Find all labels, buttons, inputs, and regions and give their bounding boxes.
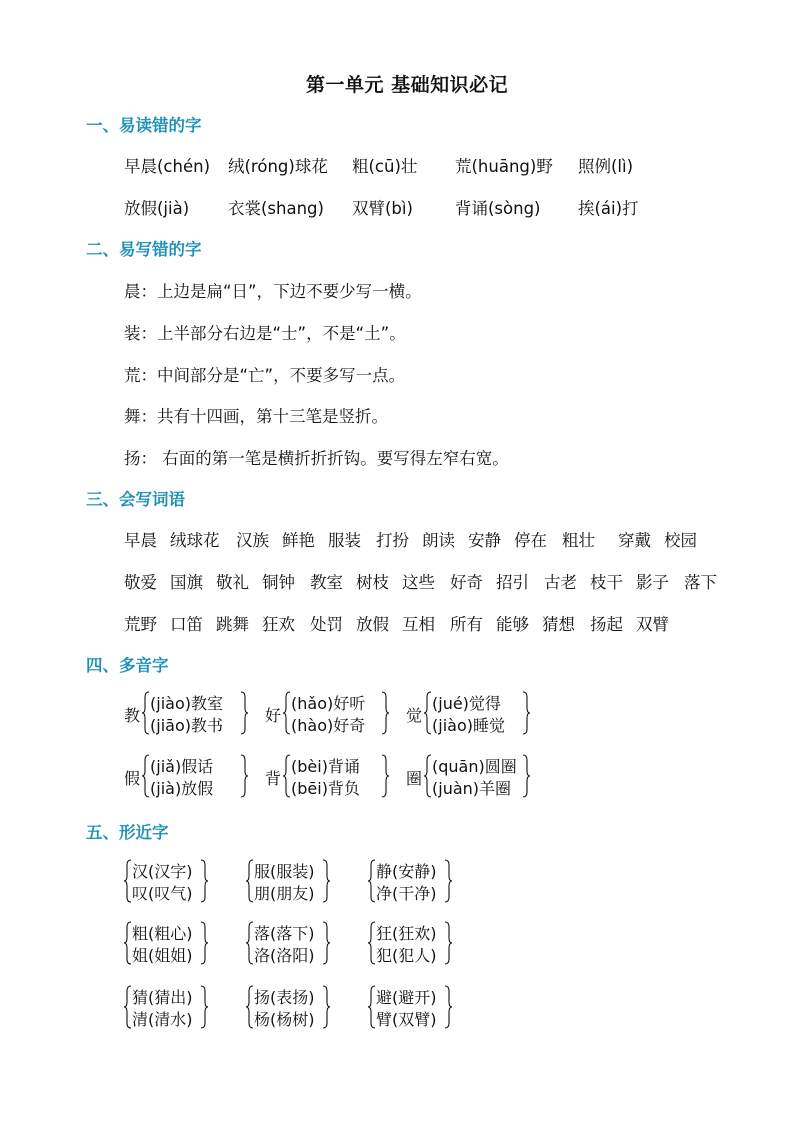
vocab-word: 口笛 — [170, 615, 203, 634]
polyphone-reading: (quān)圆圈 — [432, 757, 517, 776]
right-brace-icon — [522, 754, 528, 798]
polyphone-char: 教 — [124, 706, 141, 725]
list-item: 荒：中间部分是“亡”，不要多写一点。 — [124, 366, 406, 385]
left-brace-icon — [283, 691, 289, 735]
vocab-word: 招引 — [496, 573, 529, 592]
polyphone-reading: (jiào)教室 — [150, 694, 223, 713]
right-brace-icon — [522, 691, 528, 735]
similar-char-word: 姐(姐姐) — [132, 946, 193, 965]
polyphone-reading: (jiāo)教书 — [150, 716, 223, 735]
vocab-word: 双臂 — [636, 615, 669, 634]
vocab-word: 好奇 — [450, 573, 483, 592]
vocab-word: 跳舞 — [216, 615, 249, 634]
polyphone-reading: (hào)好奇 — [291, 716, 366, 735]
similar-char-word: 净(干净) — [376, 884, 437, 903]
right-brace-icon — [200, 859, 206, 903]
vocab-word: 扬起 — [590, 615, 623, 634]
section-heading-similar: 五、形近字 — [86, 823, 169, 842]
vocab-word: 安静 — [468, 531, 501, 550]
section-heading-easy-write: 二、易写错的字 — [86, 240, 202, 259]
right-brace-icon — [200, 921, 206, 965]
polyphone-reading: (juàn)羊圈 — [432, 779, 512, 798]
vocab-word: 猜想 — [542, 615, 575, 634]
vocab-word: 狂欢 — [262, 615, 295, 634]
vocab-word: 枝干 — [590, 573, 623, 592]
list-item: 衣裳(shang) — [228, 199, 324, 218]
right-brace-icon — [381, 691, 387, 735]
left-brace-icon — [124, 859, 130, 903]
vocab-word: 铜钟 — [262, 573, 295, 592]
polyphone-char: 觉 — [406, 706, 423, 725]
similar-char-word: 扬(表扬) — [254, 988, 315, 1007]
vocab-word: 放假 — [356, 615, 389, 634]
vocab-word: 校园 — [664, 531, 697, 550]
vocab-word: 树枝 — [356, 573, 389, 592]
polyphone-reading: (jià)放假 — [150, 779, 214, 798]
left-brace-icon — [368, 921, 374, 965]
list-item: 晨：上边是扁“日”，下边不要少写一横。 — [124, 282, 422, 301]
left-brace-icon — [124, 921, 130, 965]
polyphone-char: 背 — [265, 769, 282, 788]
vocab-word: 绒球花 — [170, 531, 220, 550]
vocab-word: 粗壮 — [562, 531, 595, 550]
similar-char-word: 朋(朋友) — [254, 884, 315, 903]
vocab-word: 荒野 — [124, 615, 157, 634]
left-brace-icon — [246, 985, 252, 1029]
similar-char-word: 汉(汉字) — [132, 862, 193, 881]
similar-char-word: 叹(叹气) — [132, 884, 193, 903]
similar-char-word: 猜(猜出) — [132, 988, 193, 1007]
similar-char-word: 静(安静) — [376, 862, 437, 881]
polyphone-char: 圈 — [406, 769, 423, 788]
vocab-word: 影子 — [636, 573, 669, 592]
right-brace-icon — [444, 921, 450, 965]
polyphone-reading: (jiǎ)假话 — [150, 757, 214, 776]
right-brace-icon — [200, 985, 206, 1029]
vocab-word: 能够 — [496, 615, 529, 634]
vocab-word: 敬爱 — [124, 573, 157, 592]
polyphone-char: 假 — [124, 769, 141, 788]
vocab-word: 鲜艳 — [282, 531, 315, 550]
vocab-word: 古老 — [544, 573, 577, 592]
left-brace-icon — [142, 691, 148, 735]
similar-char-word: 避(避开) — [376, 988, 437, 1007]
polyphone-reading: (jiào)睡觉 — [432, 716, 505, 735]
similar-char-word: 杨(杨树) — [254, 1010, 315, 1029]
similar-char-word: 落(落下) — [254, 924, 315, 943]
left-brace-icon — [424, 691, 430, 735]
similar-char-word: 洛(洛阳) — [254, 946, 315, 965]
right-brace-icon — [322, 921, 328, 965]
vocab-word: 服装 — [328, 531, 361, 550]
vocab-word: 所有 — [450, 615, 483, 634]
list-item: 粗(cū)壮 — [352, 157, 418, 176]
right-brace-icon — [322, 859, 328, 903]
vocab-word: 停在 — [514, 531, 547, 550]
right-brace-icon — [444, 859, 450, 903]
similar-char-word: 狂(狂欢) — [376, 924, 437, 943]
vocab-word: 教室 — [310, 573, 343, 592]
polyphone-reading: (bèi)背诵 — [291, 757, 360, 776]
list-item: 舞：共有十四画，第十三笔是竖折。 — [124, 407, 388, 426]
right-brace-icon — [444, 985, 450, 1029]
list-item: 背诵(sòng) — [455, 199, 541, 218]
left-brace-icon — [283, 754, 289, 798]
vocab-word: 互相 — [402, 615, 435, 634]
left-brace-icon — [368, 985, 374, 1029]
list-item: 挨(ái)打 — [578, 199, 639, 218]
list-item: 放假(jià) — [124, 199, 190, 218]
vocab-word: 敬礼 — [216, 573, 249, 592]
left-brace-icon — [424, 754, 430, 798]
section-heading-vocab: 三、会写词语 — [86, 490, 185, 509]
polyphone-reading: (bēi)背负 — [291, 779, 360, 798]
section-heading-easy-read: 一、易读错的字 — [86, 116, 202, 135]
vocab-word: 处罚 — [310, 615, 343, 634]
list-item: 扬： 右面的第一笔是横折折折钩。要写得左窄右宽。 — [124, 449, 509, 468]
vocab-word: 汉族 — [236, 531, 269, 550]
similar-char-word: 服(服装) — [254, 862, 315, 881]
similar-char-word: 臂(双臂) — [376, 1010, 437, 1029]
vocab-word: 早晨 — [124, 531, 157, 550]
vocab-word: 落下 — [684, 573, 717, 592]
left-brace-icon — [124, 985, 130, 1029]
similar-char-word: 犯(犯人) — [376, 946, 437, 965]
similar-char-word: 清(清水) — [132, 1010, 193, 1029]
list-item: 照例(lì) — [578, 157, 634, 176]
vocab-word: 这些 — [402, 573, 435, 592]
vocab-word: 打扮 — [376, 531, 409, 550]
list-item: 双臂(bì) — [352, 199, 413, 218]
right-brace-icon — [240, 754, 246, 798]
list-item: 装：上半部分右边是“士”，不是“土”。 — [124, 324, 406, 343]
polyphone-char: 好 — [265, 706, 282, 725]
left-brace-icon — [368, 859, 374, 903]
left-brace-icon — [142, 754, 148, 798]
list-item: 绒(róng)球花 — [228, 157, 328, 176]
polyphone-reading: (jué)觉得 — [432, 694, 501, 713]
similar-char-word: 粗(粗心) — [132, 924, 193, 943]
left-brace-icon — [246, 859, 252, 903]
right-brace-icon — [240, 691, 246, 735]
list-item: 荒(huāng)野 — [455, 157, 553, 176]
page-title: 第一单元 基础知识必记 — [306, 74, 509, 96]
left-brace-icon — [246, 921, 252, 965]
vocab-word: 穿戴 — [618, 531, 651, 550]
vocab-word: 国旗 — [170, 573, 203, 592]
vocab-word: 朗读 — [422, 531, 455, 550]
list-item: 早晨(chén) — [124, 157, 211, 176]
section-heading-polyphones: 四、多音字 — [86, 656, 169, 675]
polyphone-reading: (hǎo)好听 — [291, 694, 366, 713]
right-brace-icon — [322, 985, 328, 1029]
right-brace-icon — [381, 754, 387, 798]
